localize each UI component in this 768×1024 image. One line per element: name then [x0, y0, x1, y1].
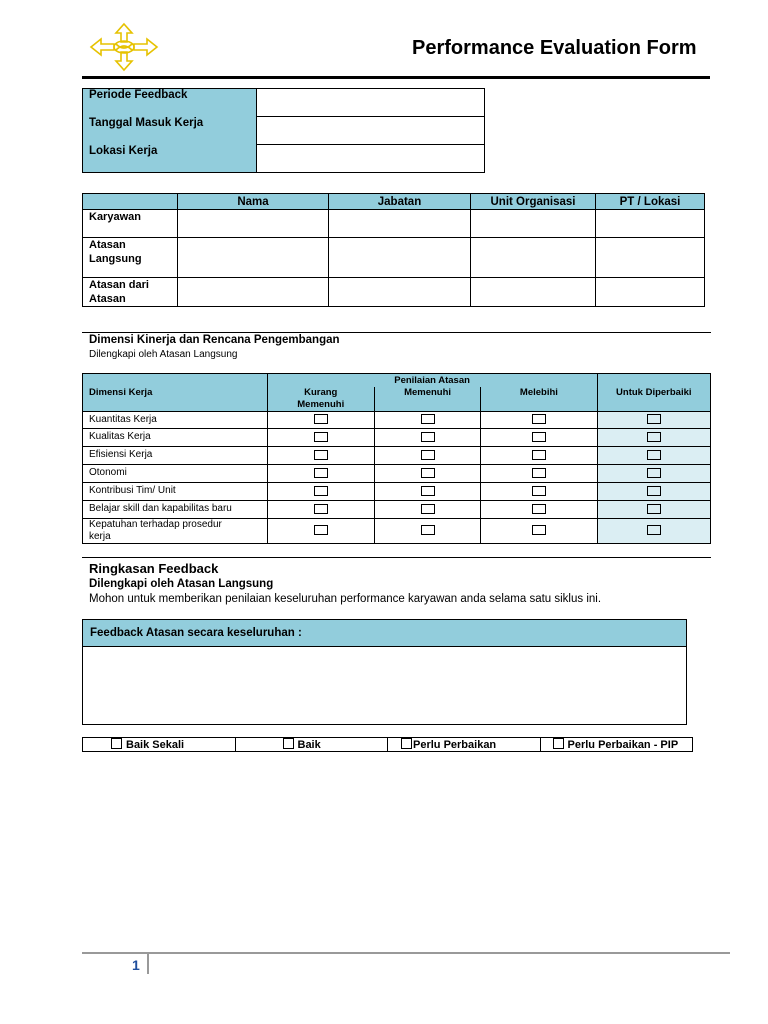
- checkbox[interactable]: [314, 504, 328, 514]
- checkbox[interactable]: [421, 432, 435, 442]
- rating-option-baik[interactable]: [235, 738, 388, 752]
- row-label-line: Atasan dari: [89, 279, 149, 291]
- dimension-label-line: kerja: [89, 530, 111, 542]
- checkbox[interactable]: [111, 738, 122, 749]
- row-label-line: Atasan: [89, 239, 126, 251]
- rating-cell: [267, 518, 374, 543]
- checkbox[interactable]: [401, 738, 412, 749]
- rating-cell: [267, 411, 374, 428]
- dimension-label: [83, 518, 268, 543]
- column-header-blank: [83, 194, 178, 210]
- rating-cell: [597, 500, 710, 518]
- cell-input[interactable]: [178, 210, 329, 238]
- info-value-field[interactable]: [257, 89, 485, 117]
- checkbox[interactable]: [532, 504, 546, 514]
- rating-cell: [374, 464, 480, 482]
- checkbox[interactable]: [647, 504, 661, 514]
- overall-rating-options: [82, 737, 693, 752]
- column-header-line: Memenuhi: [297, 398, 345, 410]
- column-header-dimensi: Dimensi Kerja: [83, 374, 268, 412]
- column-header-pt-lokasi: PT / Lokasi: [596, 194, 705, 210]
- rating-cell: [597, 428, 710, 446]
- checkbox[interactable]: [647, 432, 661, 442]
- rating-cell: [481, 446, 597, 464]
- column-header-kurang: [267, 387, 374, 412]
- overall-feedback-textarea[interactable]: [83, 647, 686, 724]
- rating-cell: [267, 500, 374, 518]
- rating-cell: [481, 464, 597, 482]
- dimension-label: Kontribusi Tim/ Unit: [83, 482, 268, 500]
- info-label: Tanggal Masuk Kerja: [83, 117, 257, 145]
- table-row: [83, 210, 705, 238]
- section-divider: [82, 557, 711, 558]
- checkbox[interactable]: [421, 468, 435, 478]
- column-header-nama: Nama: [178, 194, 329, 210]
- checkbox[interactable]: [314, 450, 328, 460]
- checkbox[interactable]: [421, 525, 435, 535]
- checkbox[interactable]: [314, 525, 328, 535]
- rating-cell: [267, 446, 374, 464]
- rating-cell: [597, 464, 710, 482]
- info-row: [83, 117, 485, 145]
- cell-input[interactable]: [329, 278, 471, 307]
- table-row: [83, 238, 705, 278]
- checkbox[interactable]: [314, 486, 328, 496]
- cell-input[interactable]: [329, 210, 471, 238]
- company-logo-icon: [88, 22, 160, 72]
- column-header-melebihi: Melebihi: [481, 387, 597, 412]
- info-row: [83, 145, 485, 173]
- rating-cell: [374, 518, 480, 543]
- column-header-untuk-diperbaiki: Untuk Diperbaiki: [597, 374, 710, 412]
- cell-input[interactable]: [471, 210, 596, 238]
- column-group-penilaian: Penilaian Atasan: [267, 374, 597, 387]
- summary-title: Ringkasan Feedback: [89, 561, 219, 576]
- rating-cell: [374, 500, 480, 518]
- overall-feedback-box: [82, 619, 687, 725]
- rating-option-label: Baik Sekali: [126, 739, 185, 751]
- section-heading: Dimensi Kinerja dan Rencana Pengembangan: [89, 334, 340, 346]
- rating-cell: [597, 518, 710, 543]
- section-divider: [82, 332, 711, 333]
- rating-cell: [374, 446, 480, 464]
- rating-cell: [481, 518, 597, 543]
- summary-subheading: Dilengkapi oleh Atasan Langsung: [89, 578, 274, 590]
- cell-input[interactable]: [329, 238, 471, 278]
- table-row: [83, 278, 705, 307]
- row-label-line: Langsung: [89, 253, 142, 265]
- rating-cell: [267, 464, 374, 482]
- table-row: [83, 500, 711, 518]
- rating-cell: [481, 482, 597, 500]
- column-header-jabatan: Jabatan: [329, 194, 471, 210]
- table-row: [83, 411, 711, 428]
- rating-cell: [481, 411, 597, 428]
- checkbox[interactable]: [532, 486, 546, 496]
- row-label: [83, 238, 178, 278]
- cell-input[interactable]: [596, 210, 705, 238]
- column-header-line: Kurang: [304, 386, 338, 398]
- checkbox[interactable]: [314, 468, 328, 478]
- rating-option-label: Perlu Perbaikan - PIP: [567, 739, 679, 751]
- info-value-field[interactable]: [257, 117, 485, 145]
- info-value-field[interactable]: [257, 145, 485, 173]
- section-subheading: Dilengkapi oleh Atasan Langsung: [89, 349, 238, 360]
- dimension-label-line: Kepatuhan terhadap prosedur: [89, 518, 222, 530]
- checkbox[interactable]: [532, 450, 546, 460]
- checkbox[interactable]: [647, 414, 661, 424]
- dimension-label: Efisiensi Kerja: [83, 446, 268, 464]
- page-title: Performance Evaluation Form: [412, 37, 697, 59]
- rating-option-label: Baik: [297, 739, 321, 751]
- table-row: [83, 428, 711, 446]
- employee-table: [82, 193, 705, 307]
- rating-cell: [267, 428, 374, 446]
- checkbox[interactable]: [532, 414, 546, 424]
- checkbox[interactable]: [647, 468, 661, 478]
- rating-cell: [481, 428, 597, 446]
- checkbox[interactable]: [647, 486, 661, 496]
- table-row: [83, 482, 711, 500]
- overall-feedback-label: Feedback Atasan secara keseluruhan :: [83, 620, 686, 647]
- employee-table-header: [83, 194, 705, 210]
- checkbox[interactable]: [553, 738, 564, 749]
- rating-cell: [481, 500, 597, 518]
- performance-dimension-table: [82, 373, 711, 544]
- rating-cell: [597, 411, 710, 428]
- checkbox[interactable]: [421, 414, 435, 424]
- cell-input[interactable]: [178, 238, 329, 278]
- checkbox[interactable]: [421, 486, 435, 496]
- checkbox[interactable]: [283, 738, 294, 749]
- row-label: [83, 278, 178, 307]
- cell-input[interactable]: [596, 278, 705, 307]
- rating-option-perlu-perbaikan[interactable]: [388, 738, 541, 752]
- rating-option-baik-sekali[interactable]: [83, 738, 236, 752]
- checkbox[interactable]: [314, 432, 328, 442]
- rating-cell: [267, 482, 374, 500]
- cell-input[interactable]: [471, 238, 596, 278]
- rating-option-label: Perlu Perbaikan: [413, 739, 497, 751]
- rating-cell: [374, 428, 480, 446]
- rating-cell: [374, 482, 480, 500]
- rating-cell: [597, 482, 710, 500]
- column-header-unit: Unit Organisasi: [471, 194, 596, 210]
- dimension-label: Otonomi: [83, 464, 268, 482]
- cell-input[interactable]: [178, 278, 329, 307]
- dimension-header-row: [83, 374, 711, 387]
- dimension-label: Kuantitas Kerja: [83, 411, 268, 428]
- checkbox[interactable]: [532, 468, 546, 478]
- title-divider: [82, 76, 710, 79]
- page-number-separator: [147, 954, 149, 974]
- dimension-label: Belajar skill dan kapabilitas baru: [83, 500, 268, 518]
- table-row: [83, 446, 711, 464]
- checkbox[interactable]: [532, 432, 546, 442]
- info-label: Lokasi Kerja: [83, 145, 257, 173]
- rating-cell: [597, 446, 710, 464]
- checkbox[interactable]: [532, 525, 546, 535]
- footer-divider: [82, 952, 730, 954]
- cell-input[interactable]: [471, 278, 596, 307]
- info-row: [83, 89, 485, 117]
- rating-row: [83, 738, 693, 752]
- rating-cell: [374, 411, 480, 428]
- table-row: [83, 518, 711, 543]
- summary-instruction: Mohon untuk memberikan penilaian keseluruhan performance karyawan anda selama satu siklus ini.: [89, 593, 602, 605]
- checkbox[interactable]: [647, 450, 661, 460]
- checkbox[interactable]: [421, 504, 435, 514]
- cell-input[interactable]: [596, 238, 705, 278]
- row-label-line: Atasan: [89, 293, 126, 305]
- checkbox[interactable]: [647, 525, 661, 535]
- rating-option-perlu-perbaikan-pip[interactable]: [540, 738, 693, 752]
- checkbox[interactable]: [314, 414, 328, 424]
- info-label: Periode Feedback: [83, 89, 257, 117]
- dimension-label: Kualitas Kerja: [83, 428, 268, 446]
- page-number: 1: [132, 957, 140, 973]
- period-info-table: [82, 88, 485, 173]
- checkbox[interactable]: [421, 450, 435, 460]
- table-row: [83, 464, 711, 482]
- column-header-memenuhi: Memenuhi: [374, 387, 480, 412]
- row-label: Karyawan: [83, 210, 178, 238]
